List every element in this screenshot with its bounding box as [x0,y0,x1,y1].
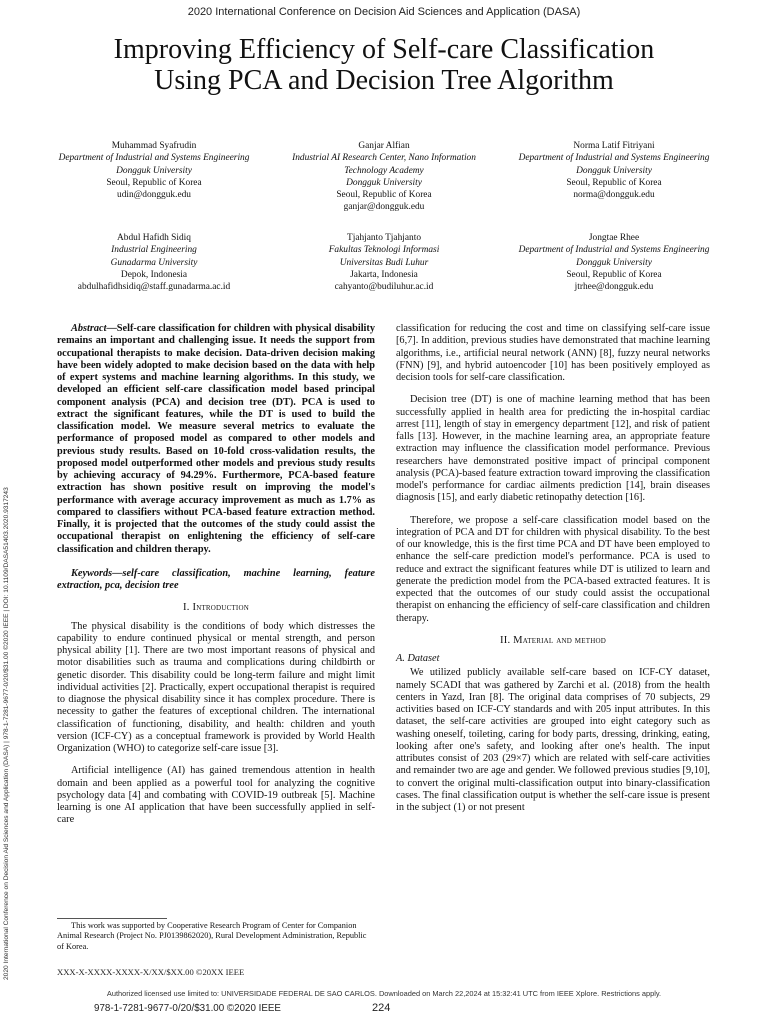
footer-isbn: 978-1-7281-9677-0/20/$31.00 ©2020 IEEE [94,1003,281,1014]
author-university: Dongguk University [576,165,652,176]
author-name: Norma Latif Fitriyani [573,141,655,151]
copyright-placeholder: XXX-X-XXXX-XXXX-X/XX/$XX.00 ©20XX IEEE [57,967,245,977]
author-name: Tjahjanto Tjahjanto [346,233,422,243]
author-email: cahyanto@budiluhur.ac.id [334,282,434,293]
author-email: abdulhafidhsidiq@staff.gunadarma.ac.id [77,282,231,293]
abstract-text: —Self-care classification for children with physical disability remains an important and challenging issue. It needs the support from occupational therapists to make decision. Data-driven decision making have been widely adopted to make decision based on the data with help of expert systems and machine learning algorithms. In this study, we developed an efficient self-care classification model based principal component analysis (PCA) and decision tree (DT). PCA is used to extract the significant features, while the DT is used to build the classification model. We measure several metrics to evaluate the performance of proposed model as compared to other models and previous study results. Based on 10-fold cross-validation results, the proposed model outperformed other models and previous study results by achieving accuracy of 94.29%. Furthermore, PCA-based feature extraction has shown positive result on improving the model's performance with average accuracy improvement as much as 1.7% as compared to classifiers without PCA-based feature extraction method. Finally, it is projected that the outcomes of the study could assist the occupational therapist on enlightening the efficiency of self-care classification and children therapy. [57,323,375,555]
author-email: udin@dongguk.edu [117,190,191,201]
author-affiliation: Industrial Engineering [111,245,197,256]
author-block [504,140,724,201]
author-email: ganjar@dongguk.edu [343,202,425,213]
author-location: Seoul, Republic of Korea [106,177,202,188]
paragraph: We utilized publicly available self-care based on ICF-CY dataset, namely SCADI that was gathered by Zarchi et al. (2018) from the health centers in Yazd, Iran [8]. The original data comprises of 70 subjects, 29 activities based on ICF-CY standards and with 205 input attributes. In this dataset, the self-care activities are grouped into eight category such as washing oneself, toileting, caring for body parts, dressing, drinking, eating, looking after one's safety, and looking after one's health. The input attributes consist of 203 (29×7) which are related with self-care activities and remainder two are age and gender. We followed previous studies [9,10], to convert the original multi-classification output into binary-classification cases. The final classification output is whether the self-care issue is present in the subject (1) or not present [396,667,710,813]
keywords: Keywords—self-care classification, machine learning, feature extraction, pca, decision tree [57,567,375,591]
author-location: Seoul, Republic of Korea [566,177,662,188]
section-heading-material-method: II. Material and method [500,634,606,646]
conference-header: 2020 International Conference on Decision Aid Sciences and Application (DASA) [187,6,581,18]
author-block [274,140,494,214]
author-affiliation: Industrial AI Research Center, Nano Information Technology Academy [292,153,476,176]
right-column [396,323,710,814]
author-block [44,140,264,201]
title-line-2: Using PCA and Decision Tree Algorithm [154,65,614,96]
section-heading-introduction: I. Introduction [183,602,249,614]
paragraph: Artificial intelligence (AI) has gained tremendous attention in health domain and been applied as a powerful tool for analyzing the cognitive psychology data [4] and combating with COVID-19 outbreak [5]. Machine learning is one AI application that have been successfully applied in self-care [57,765,375,826]
author-block [504,232,724,293]
author-university: Dongguk University [116,165,192,176]
author-university: Universitas Budi Luhur [339,257,429,268]
paragraph: Decision tree (DT) is one of machine learning method that has been successfully applied in health area for predicting the in-hospital cardiac arrest [11], length of stay in emergency department [12], and risk of patient falls [13]. However, in the machine learning area, an appropriate feature extraction may influence the classification model performance. Previous researchers have demonstrated positive impact of principal component analysis (PCA)-based feature extraction toward improving the classification model's performance for cardiac ailments prediction [14], brain diseases diagnosis [15], and early diabetic retinopathy detection [16]. [396,394,710,504]
author-email: jtrhee@dongguk.edu [574,282,654,293]
author-university: Dongguk University [346,177,422,188]
author-name: Muhammad Syafrudin [111,141,197,151]
left-column [57,323,375,827]
abstract [57,323,375,556]
author-name: Jongtae Rhee [588,233,640,243]
author-location: Depok, Indonesia [120,269,188,280]
author-location: Jakarta, Indonesia [350,269,418,280]
side-doi-strip: 2020 International Conference on Decision Aid Sciences and Application (DASA) | 978-1-7281-9677-0/20/$31.00 ©2020 IEEE | DOI: 10.1109/DASA51403.2020.9317243 [3,487,10,980]
author-affiliation: Department of Industrial and Systems Engineering [58,153,250,164]
author-location: Seoul, Republic of Korea [336,190,432,201]
paragraph: Therefore, we propose a self-care classification model based on the integration of PCA and DT for children with physical disability. To the best of our knowledge, this is the first time PCA and DT have been employed to enhance the self-care prediction model's performance. PCA is used to reduce and extract the significant features while DT is utilized to learn and generate the prediction model from the PCA-based extracted features. It is expected that the outcomes of our study could assist the occupational therapist on enhancing the efficiency of self-care classification and children therapy. [396,514,710,624]
page-number: 224 [372,1002,391,1014]
paragraph: classification for reducing the cost and time on classifying self-care issue [6,7]. In addition, previous studies have demonstrated that machine learning algorithms, i.e., artificial neural network (ANN) [8], fuzzy neural networks (FNN) [9], and hybrid autoencoder [10] has been positively employed as decision tools for self-care classification. [396,323,710,383]
author-university: Dongguk University [576,257,652,268]
footnote-rule [57,918,167,919]
author-affiliation: Department of Industrial and Systems Engineering [518,153,710,164]
license-notice: Authorized licensed use limited to: UNIVERSIDADE FEDERAL DE SAO CARLOS. Downloaded on March 22,2024 at 15:32:41 UTC from IEEE Xplore. Restrictions apply. [106,989,662,998]
author-block [38,232,270,293]
author-affiliation: Fakultas Teknologi Informasi [328,245,440,256]
author-email: norma@dongguk.edu [573,190,655,201]
footnote: This work was supported by Cooperative Research Program of Center for Companion Animal Research (Project No. PJ0139862020), Rural Development Administration, Republic of Korea. [57,921,367,951]
author-university: Gunadarma University [110,257,198,268]
author-block [274,232,494,293]
abstract-lead: Abstract [71,323,107,334]
author-name: Ganjar Alfian [358,141,410,151]
paragraph: The physical disability is the conditions of body which distresses the capability to endure continued physical or mental strength, and person physical ability [1]. There are two most important reasons of physical and motor disabilities such as trauma and complications during childbirth or genetic disorder. This disability could be long-term failure and might limit individual activities [2]. Practically, expert occupational therapist is required to diagnose the physical disability since it has complex procedure. There is necessity to gather the features of exceptional children. The international classification of functioning, disability, and health: children and youth version (ICF-CY) as a conceptual framework is provided by World Health Organization (WHO) to categorize self-care issue [3]. [57,620,375,754]
subsection-heading-dataset: A. Dataset [396,653,440,664]
title-line-1: Improving Efficiency of Self-care Classification [113,34,655,65]
author-affiliation: Department of Industrial and Systems Engineering [518,245,710,256]
author-location: Seoul, Republic of Korea [566,269,662,280]
author-name: Abdul Hafidh Sidiq [117,233,191,243]
paper-title [40,34,728,96]
